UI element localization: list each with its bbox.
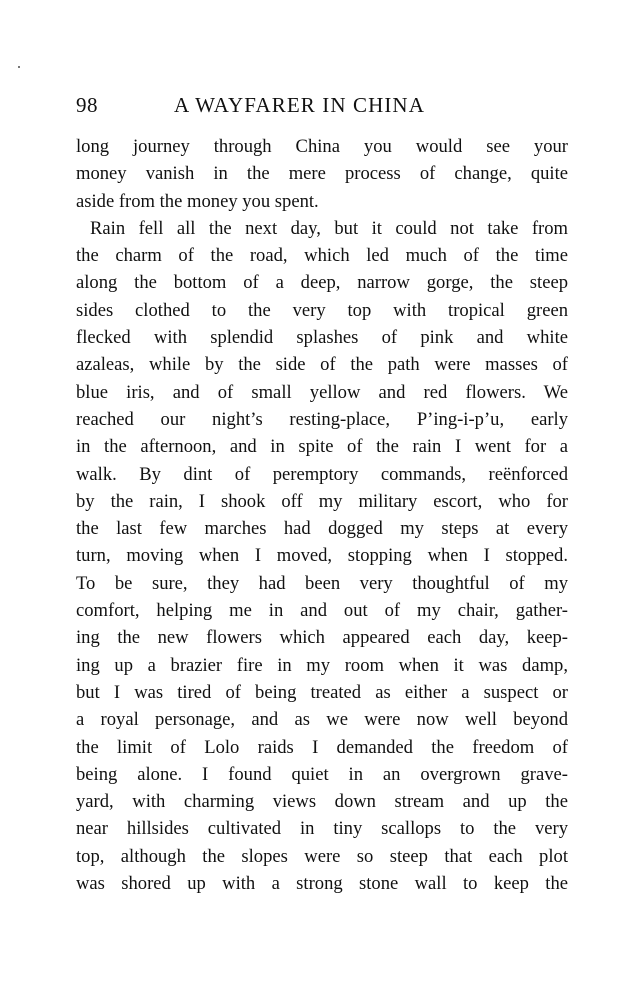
text-line: in the afternoon, and in spite of the rain I went for a <box>76 436 568 458</box>
text-line: was shored up with a strong stone wall to keep the <box>76 873 568 895</box>
text-line: the charm of the road, which led much of the time <box>76 245 568 267</box>
text-line: long journey through China you would see your <box>76 136 568 157</box>
body-text <box>76 133 568 897</box>
text-line: reached our night’s resting-place, P’ing-i-p’u, early <box>76 408 568 430</box>
page-header <box>76 93 568 123</box>
text-line: money vanish in the mere process of change, quite <box>76 163 568 185</box>
stray-ink-mark <box>18 66 20 68</box>
text-line: Rain fell all the next day, but it could not take from <box>90 217 568 239</box>
text-line: top, although the slopes were so steep that each plot <box>76 845 568 867</box>
text-line: yard, with charming views down stream and up the <box>76 791 568 813</box>
text-line: blue iris, and of small yellow and red flowers. We <box>76 381 568 403</box>
running-title: A WAYFARER IN CHINA <box>174 93 425 117</box>
text-line: but I was tired of being treated as either a suspect or <box>76 681 568 703</box>
page-number: 98 <box>76 93 98 117</box>
text-line: comfort, helping me in and out of my chair, gather- <box>76 600 568 622</box>
text-line: ing the new flowers which appeared each day, keep- <box>76 627 568 649</box>
text-line: turn, moving when I moved, stopping when I stopped. <box>76 545 568 567</box>
text-line: walk. By dint of peremptory commands, reënforced <box>76 463 568 485</box>
text-line: along the bottom of a deep, narrow gorge, the steep <box>76 272 568 294</box>
text-line: by the rain, I shook off my military escort, who for <box>76 490 568 512</box>
text-line: the last few marches had dogged my steps at every <box>76 518 568 540</box>
text-line: ing up a brazier fire in my room when it was damp, <box>76 654 568 676</box>
text-line: aside from the money you spent. <box>76 190 319 212</box>
text-line: near hillsides cultivated in tiny scallops to the very <box>76 818 568 840</box>
text-line: being alone. I found quiet in an overgrown grave- <box>76 763 568 785</box>
text-line: azaleas, while by the side of the path were masses of <box>76 354 568 376</box>
text-line: flecked with splendid splashes of pink and white <box>76 327 568 349</box>
text-line: a royal personage, and as we were now well beyond <box>76 709 568 731</box>
text-line: To be sure, they had been very thoughtful of my <box>76 572 568 594</box>
text-line: sides clothed to the very top with tropical green <box>76 299 568 321</box>
text-line: the limit of Lolo raids I demanded the freedom of <box>76 736 568 758</box>
